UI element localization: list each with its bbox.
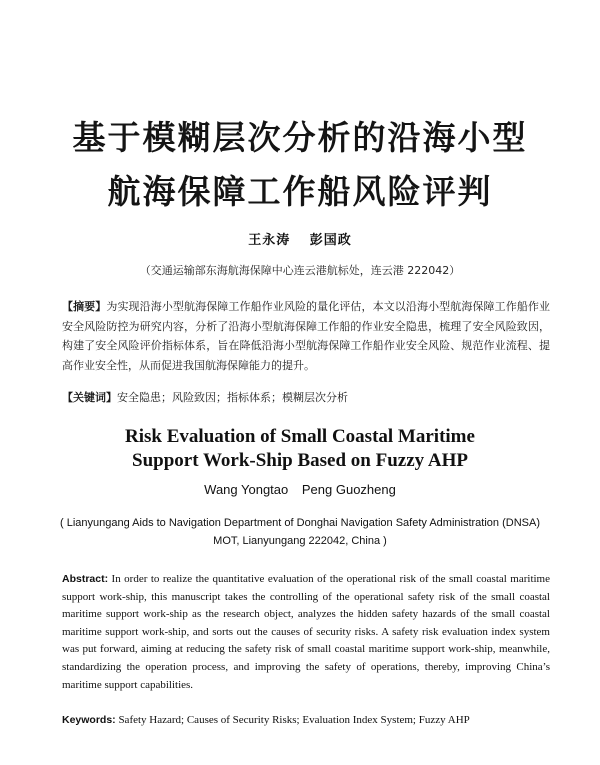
- chinese-abstract: [62, 297, 550, 375]
- chinese-title-line-2: 航海保障工作船风险评判: [107, 172, 493, 211]
- chinese-abstract-label: 【摘要】: [62, 300, 107, 313]
- chinese-affiliation: （交通运输部东海航海保障中心连云港航标处，连云港 222042）: [139, 264, 461, 277]
- english-abstract-label: Abstract:: [62, 573, 109, 585]
- english-title-line-1: Risk Evaluation of Small Coastal Maritime: [125, 426, 475, 447]
- english-authors: [0, 482, 600, 497]
- english-keywords-label: Keywords:: [62, 714, 116, 726]
- english-author-1: Wang Yongtao: [204, 482, 289, 497]
- english-affiliation: ( Lianyungang Aids to Navigation Department of Donghai Navigation Safety Administration (DNSA) MOT, Lianyungang 222042, China ): [60, 517, 540, 547]
- english-keywords-text: Safety Hazard; Causes of Security Risks; Evaluation Index System; Fuzzy AHP: [118, 714, 470, 726]
- chinese-authors: [0, 229, 600, 248]
- chinese-abstract-text: 为实现沿海小型航海保障工作船作业风险的量化评估，本文以沿海小型航海保障工作船作业安全风险防控为研究内容，分析了沿海小型航海保障工作船的作业安全隐患，梳理了安全风险致因，构建了安全风险评价指标体系，旨在降低沿海小型航海保障工作船作业安全风险、规范作业流程、提高作业安全性，从而促进我国航海保障能力的提升。: [62, 300, 550, 372]
- chinese-author-1: 王永涛: [248, 233, 291, 248]
- chinese-keywords: [62, 390, 550, 406]
- english-title-line-2: Support Work-Ship Based on Fuzzy AHP: [132, 450, 468, 471]
- chinese-keywords-label: 【关键词】: [62, 391, 117, 404]
- english-author-2: Peng Guozheng: [301, 482, 396, 497]
- english-abstract: [62, 571, 550, 694]
- english-keywords: [62, 712, 550, 728]
- chinese-keywords-text: 安全隐患；风险致因；指标体系；模糊层次分析: [117, 391, 348, 404]
- chinese-author-2: 彭国政: [309, 233, 352, 248]
- chinese-title-line-1: 基于模糊层次分析的沿海小型: [72, 118, 528, 157]
- english-abstract-text: In order to realize the quantitative evaluation of the operational risk of the small coastal maritime support work-ship, this manuscript takes the controlling of the operational safety risk of the small coastal maritime support work-ship as the research object, analyzes the hidden safety hazards of the small coastal maritime support work-ship, and sorts out the causes of security risks. A safety risk evaluation index system was put forward, aiming at reducing the safety risk of small coastal maritime support work-ship, meanwhile, standardizing the operation process, and improving the safety of operations, thereby, improving China’s maritime support capabilities.: [62, 573, 550, 691]
